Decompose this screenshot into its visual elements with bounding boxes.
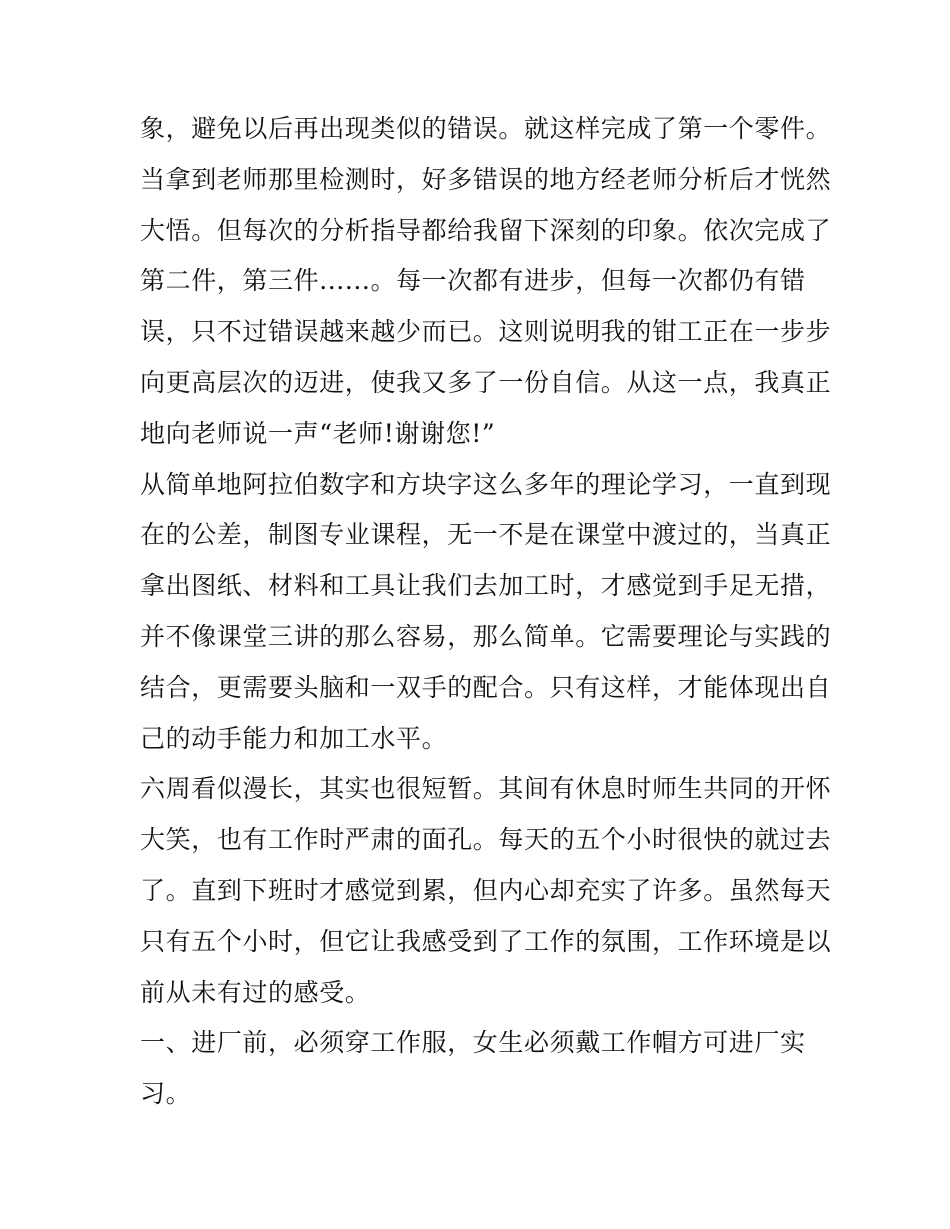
text-line: 结合，更需要头脑和一双手的配合。只有这样，才能体现出自 bbox=[140, 672, 832, 702]
text-line: 大悟。但每次的分析指导都给我留下深刻的印象。依次完成了 bbox=[140, 215, 832, 245]
text-line: 在的公差，制图专业课程，无一不是在课堂中渡过的，当真正 bbox=[140, 520, 832, 550]
text-line: 了。直到下班时才感觉到累，但内心却充实了许多。虽然每天 bbox=[140, 875, 832, 905]
text-line: 大笑，也有工作时严肃的面孔。每天的五个小时很快的就过去 bbox=[140, 825, 832, 855]
text-line: 只有五个小时，但它让我感受到了工作的氛围，工作环境是以 bbox=[140, 926, 832, 956]
text-line: 当拿到老师那里检测时，好多错误的地方经老师分析后才恍然 bbox=[140, 164, 832, 194]
text-line: 己的动手能力和加工水平。 bbox=[140, 723, 448, 753]
text-line: 地向老师说一声“老师!谢谢您!” bbox=[140, 418, 496, 448]
text-line: 第二件，第三件......。每一次都有进步，但每一次都仍有错 bbox=[140, 266, 806, 296]
text-line: 六周看似漫长，其实也很短暂。其间有休息时师生共同的开怀 bbox=[140, 774, 832, 804]
text-line: 象，避免以后再出现类似的错误。就这样完成了第一个零件。 bbox=[140, 114, 832, 143]
text-line: 误，只不过错误越来越少而已。这则说明我的钳工正在一步步 bbox=[140, 317, 832, 347]
text-line: 前从未有过的感受。 bbox=[140, 977, 371, 1007]
text-line: 向更高层次的迈进，使我又多了一份自信。从这一点，我真正 bbox=[140, 367, 832, 397]
text-line: 并不像课堂三讲的那么容易，那么简单。它需要理论与实践的 bbox=[140, 621, 832, 651]
text-line: 一、进厂前，必须穿工作服，女生必须戴工作帽方可进厂实 bbox=[140, 1028, 806, 1058]
text-line: 拿出图纸、材料和工具让我们去加工时，才感觉到手足无措， bbox=[140, 571, 832, 601]
text-line: 习。 bbox=[140, 1079, 192, 1109]
body-text bbox=[140, 104, 830, 1120]
text-line: 从简单地阿拉伯数字和方块字这么多年的理论学习，一直到现 bbox=[140, 469, 832, 499]
